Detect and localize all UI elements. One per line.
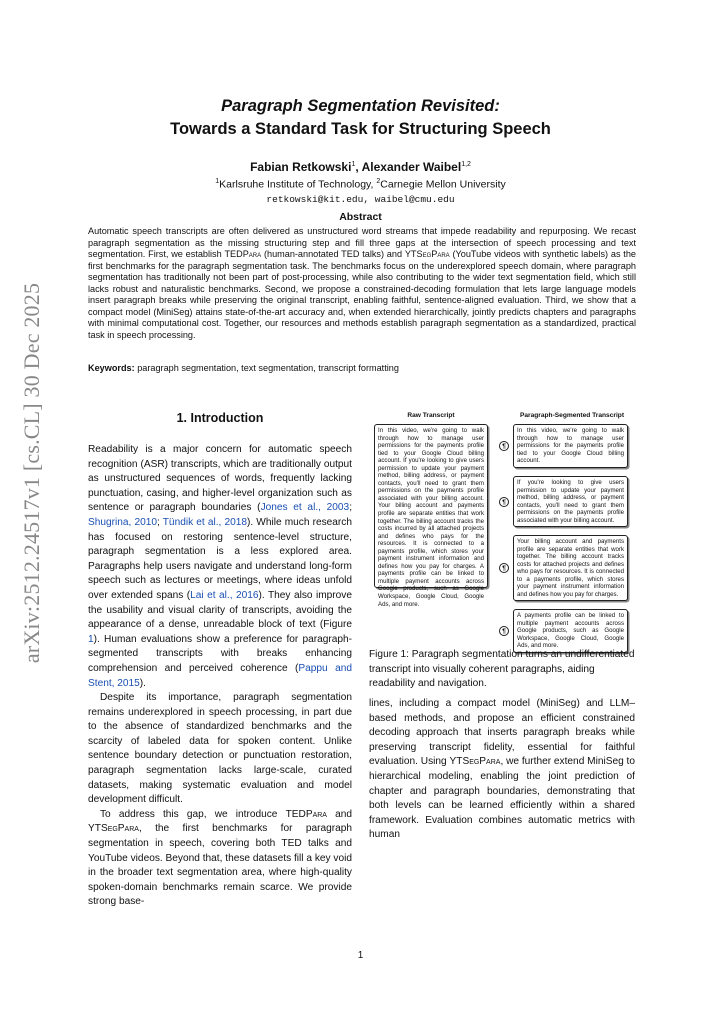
citation-link[interactable]: Jones et al., 2003 [260, 502, 350, 514]
text-run: lines, including a compact model (MiniSeg) and LLM–based methods, and propose an efficient constrained decoding approach that inserts paragraph breaks while preserving transcript fidelity, essential for faithful evaluation. Using [369, 698, 635, 768]
raw-transcript-heading: Raw Transcript [407, 412, 455, 419]
text-run: , the first benchmarks for paragraph segmentation in speech, covering both TED talks and YouTube videos. Beyond that, these datasets fill a key void in the broader text segmentation area, where high-quality spoken-domain benchmarks remain scarce. We provide strong base- [88, 823, 352, 908]
segmented-paragraph-box: If you're looking to give users permission to update your payment method, billing address, or payment contacts, you'll need to grant them permissions on the payments profile associated with your billing account. [513, 476, 628, 527]
citation-link[interactable]: Pappu and Stent, 2015 [88, 662, 353, 689]
dataset-name: TEDPara [224, 249, 262, 259]
author-1-affil: 1 [351, 161, 356, 168]
intro-paragraph-1 [88, 443, 352, 691]
dataset-name: YTSegPara [404, 249, 450, 259]
section-heading-introduction: 1. Introduction [176, 411, 264, 425]
segmented-paragraph-box: Your billing account and payments profile are separate entities that work together. The billing account tracks costs for attached projects and defines who pays for resources. It is connected to a payments profile, which stores your payment instrument information and defines how you pay for charges. [513, 535, 628, 601]
affil-2-mark: 2 [376, 178, 381, 185]
author-emails: retkowski@kit.edu, waibel@cmu.edu [266, 194, 455, 205]
text-run: ). While much research has focused on restoring sentence-level structure, paragraph segmentation is a less explored area. Paragraphs help users navigate and understand long-form speech such as lectures or meetings, where ideas unfold over extended spans ( [88, 516, 352, 601]
abstract-part: (human-annotated TED talks) and [261, 249, 405, 259]
text-run: ; [349, 502, 353, 514]
figure-ref-link[interactable]: 1 [88, 633, 94, 645]
affil-1: Karlsruhe Institute of Technology, [219, 178, 377, 191]
text-run: ). [139, 677, 146, 689]
page-number: 1 [357, 950, 364, 961]
arxiv-identifier: arXiv:2512.24517v1 [cs.CL] 30 Dec 2025 [19, 282, 44, 664]
keywords-label: Keywords: [88, 363, 135, 373]
intro-paragraph-3 [88, 808, 352, 910]
author-separator: , [355, 160, 362, 174]
paragraph-mark-icon: ¶ [499, 497, 509, 507]
paragraph-mark-icon: ¶ [499, 626, 509, 636]
citation-link[interactable]: Lai et al., 2016 [190, 589, 259, 601]
affil-2: Carnegie Mellon University [380, 178, 506, 191]
segmented-transcript-heading: Paragraph-Segmented Transcript [519, 412, 625, 419]
paragraph-mark-icon: ¶ [499, 563, 509, 573]
authors [0, 160, 721, 174]
dataset-name: YTSegPara [88, 823, 139, 835]
abstract-text [88, 226, 636, 341]
author-1: Fabian Retkowski [250, 160, 352, 174]
text-run: ). Human evaluations show a preference for paragraph-segmented transcripts with breaks enhancing comprehension and perceived coherence ( [88, 633, 352, 674]
author-2: Alexander Waibel [361, 160, 462, 174]
citation-link[interactable]: Tündik et al., 2018 [162, 516, 247, 528]
text-run: , we further extend MiniSeg to hierarchical modeling, enabling the joint prediction of chapter and paragraph boundaries, demonstrating that both levels can be learned efficiently within a shared framework. Evaluation combines automatic metrics with human [369, 756, 635, 841]
raw-transcript-box: In this video, we're going to walk through how to manage user permissions for the payments profile tied to your Google Cloud billing account. If you're looking to give users permission to update your payment method, billing address, or payment contacts, you'll need to grant them permissions on the payments profile associated with your billing account. Your billing account and payments profile are separate entities that work together. The billing account tracks the costs incurred by all attached projects and defines who pays for the resources. It is connected to a payments profile, which stores your payment instrument information and defines how you pay for charges. A payments profile can be linked to multiple payment accounts across Google products, such as Google Workspace, Google Cloud, Google Ads, and more. [374, 424, 488, 588]
dataset-name: TEDPara [285, 808, 327, 820]
right-column-text [369, 697, 635, 843]
segmented-paragraph-box: In this video, we're going to walk through how to manage user permissions for the payments profile tied to your Google Cloud billing account. [513, 424, 628, 468]
paper-title-line1: Paragraph Segmentation Revisited: [221, 97, 500, 115]
paper-title-line2: Towards a Standard Task for Structuring Speech [170, 120, 551, 138]
text-run: and [326, 808, 352, 820]
abstract-part: Automatic speech transcripts are often delivered as unstructured word streams that impede readability and repurposing. We recast paragraph segmentation as the missing structuring step and fill three gaps at the intersection of speech processing and text segmentation. First, we establish [88, 226, 636, 259]
paragraph-mark-icon: ¶ [499, 441, 509, 451]
text-run: ; [157, 516, 163, 528]
intro-paragraph-2: Despite its importance, paragraph segmentation remains underexplored in speech processing, in part due to the absence of standardized benchmarks and the scarcity of labeled data for spoken content. Unlike sentence boundary detection or punctuation restoration, paragraph segmentation lacks large-scale, curated datasets, making systematic evaluation and model development difficult. [88, 692, 352, 806]
abstract-part: (YouTube videos with synthetic labels) as the first benchmarks for the paragraph segmentation task. The benchmarks focus on the underexplored speech domain, where paragraph segmentation has traditionally not been part of post-processing, while also contributing to the wider text segmentation field, which still lacks robust and naturalistic benchmarks. Second, we propose a constrained-decoding formulation that lets large language models insert paragraph breaks while preserving the original transcript, enabling faithful, sentence-aligned evaluation. Third, we show that a compact model (MiniSeg) attains state-of-the-art accuracy and, when extended hierarchically, jointly predicts chapters and paragraphs with minimal computational cost. Together, our resources and methods establish paragraph segmentation as a standardized, practical task in speech processing. [88, 249, 636, 340]
author-2-affil: 1,2 [461, 161, 471, 168]
dataset-name: YTSegPara [449, 756, 501, 768]
figure-1-caption: Figure 1: Paragraph segmentation turns an undifferentiated transcript into visually coherent paragraphs, aiding readability and navigation. [369, 649, 635, 690]
text-run: To address this gap, we introduce [100, 808, 286, 820]
keywords [88, 363, 636, 373]
text-run: Readability is a major concern for automatic speech recognition (ASR) transcripts, which are traditionally output as unstructured sequences of words, frequently lacking punctuation, casing, and higher-level organization such as sentence or paragraph boundaries ( [88, 444, 352, 514]
abstract-heading: Abstract [339, 211, 382, 223]
citation-link[interactable]: Shugrina, 2010 [88, 516, 157, 528]
text-run: ). They also improve the usability and visual clarity of transcripts, avoiding the appearance of a dense, unreadable block of text (Figure [88, 589, 352, 631]
affiliations [0, 178, 721, 191]
left-column-text [88, 443, 352, 910]
keywords-text: paragraph segmentation, text segmentation, transcript formatting [134, 363, 399, 373]
affil-1-mark: 1 [215, 178, 220, 185]
segmented-paragraph-box: A payments profile can be linked to multiple payment accounts across Google products, such as Google Workspace, Google Cloud, Google Ads, and more. [513, 609, 628, 653]
